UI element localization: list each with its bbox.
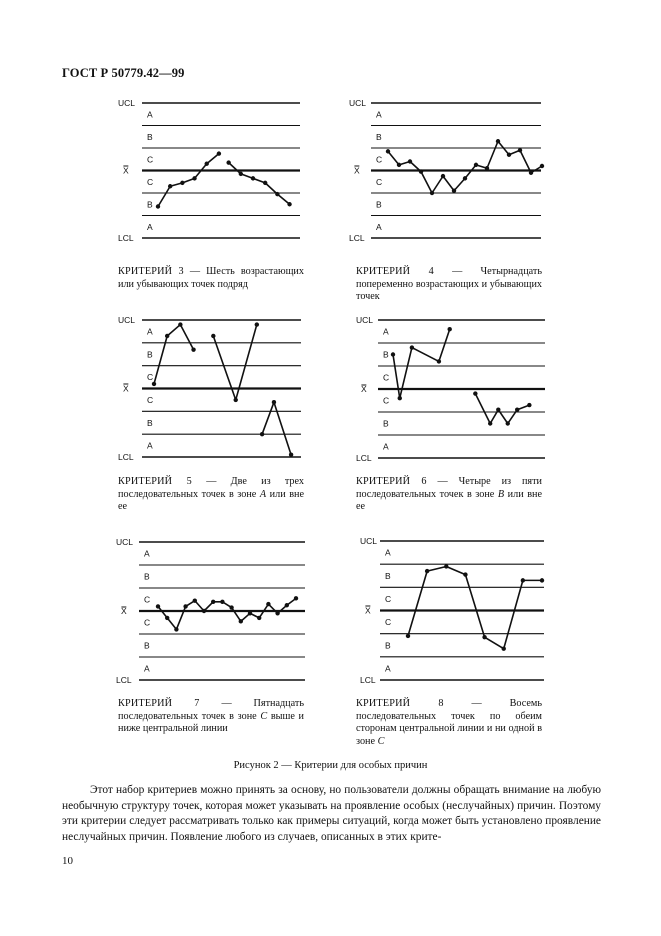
data-point: [248, 611, 252, 615]
lcl-label: LCL: [116, 675, 132, 685]
caption-criterion-text: — Четыре из пяти последовательных точек в зоне: [356, 476, 542, 500]
zone-label-b: B: [385, 640, 391, 651]
data-point: [496, 139, 500, 143]
data-point: [275, 192, 279, 196]
data-point: [287, 202, 291, 206]
zone-label-b: B: [144, 571, 150, 582]
data-point: [294, 596, 298, 600]
caption-criterion-6: [356, 476, 542, 514]
caption-zone-letter: C: [377, 735, 385, 747]
caption-criterion-4: [356, 266, 542, 304]
data-point: [205, 162, 209, 166]
data-point: [527, 403, 531, 407]
data-point: [260, 432, 264, 436]
data-point: [239, 619, 243, 623]
zone-label-a: A: [147, 440, 153, 451]
data-point: [463, 176, 467, 180]
ucl-label: UCL: [356, 315, 374, 325]
zone-label-c: C: [383, 395, 390, 406]
caption-criterion-text-end: выше и ниже центральной линии: [118, 710, 304, 734]
data-point: [452, 189, 456, 193]
data-point: [226, 160, 230, 164]
data-point: [255, 322, 259, 326]
zone-label-b: B: [147, 199, 153, 210]
zone-label-c: C: [385, 617, 392, 628]
data-point: [272, 400, 276, 404]
data-point: [410, 345, 414, 349]
caption-criterion-text-end: или вне ее: [356, 488, 542, 512]
zone-label-b: B: [383, 418, 389, 429]
data-point: [202, 609, 206, 613]
zone-label-c: C: [147, 372, 154, 383]
data-point: [156, 204, 160, 208]
data-point: [444, 564, 448, 568]
zone-label-b: B: [376, 199, 382, 210]
data-point: [406, 634, 410, 638]
control-chart-criterion-3: [114, 95, 304, 250]
data-point: [229, 605, 233, 609]
control-chart-criterion-6: [353, 312, 548, 467]
series-line: [262, 402, 291, 455]
data-point: [496, 408, 500, 412]
caption-criterion-3: [118, 266, 304, 291]
caption-criterion-label: КРИТЕРИЙ 5: [118, 476, 192, 487]
caption-criterion-text: — Шесть возрастающих или убывающих точек подряд: [118, 266, 304, 290]
zone-label-c: C: [144, 594, 151, 605]
lcl-label: LCL: [349, 233, 365, 243]
data-point: [408, 159, 412, 163]
data-point: [474, 163, 478, 167]
data-point: [275, 611, 279, 615]
data-point: [251, 176, 255, 180]
zone-label-a: A: [376, 221, 382, 232]
zone-label-b: B: [376, 131, 382, 142]
caption-zone-letter: C: [260, 710, 268, 722]
data-point: [217, 151, 221, 155]
zone-label-a: A: [147, 109, 153, 120]
lcl-label: LCL: [356, 453, 372, 463]
data-point: [430, 191, 434, 195]
zone-label-b: B: [144, 640, 150, 651]
zone-label-c: C: [147, 154, 154, 165]
caption-criterion-text: — Пятнадцать последовательных точек в зоне: [118, 698, 304, 722]
control-chart-criterion-8: [356, 534, 550, 689]
zone-label-a: A: [383, 326, 389, 337]
data-point: [165, 616, 169, 620]
zone-label-c: C: [376, 176, 383, 187]
caption-criterion-label: КРИТЕРИЙ 3: [118, 266, 184, 277]
data-point: [285, 603, 289, 607]
document-header: ГОСТ Р 50779.42—99: [62, 66, 185, 80]
center-label: X̿: [121, 606, 127, 616]
data-point: [257, 616, 261, 620]
ucl-label: UCL: [116, 537, 134, 547]
lcl-label: LCL: [118, 452, 134, 462]
zone-label-a: A: [385, 547, 391, 558]
body-paragraph: Этот набор критериев можно принять за основу, но пользователи должны обращать внимание на любую необычную структуру точек, которая может указывать на проявление особых (неслучайных) причин. Поэтому эти критерии следует рассматривать только как примеры ситуаций, когда может быть установлено проявление неслучайных причин. Появление любого из случаев, описанных в этих крите-: [62, 784, 601, 843]
data-point: [220, 600, 224, 604]
caption-criterion-label: КРИТЕРИЙ 4: [356, 266, 434, 277]
zone-label-b: B: [147, 131, 153, 142]
data-point: [386, 149, 390, 153]
figure-caption: Рисунок 2 — Критерии для особых причин: [233, 760, 428, 771]
data-point: [191, 347, 195, 351]
ucl-label: UCL: [118, 315, 136, 325]
data-point: [502, 647, 506, 651]
zone-label-a: A: [383, 441, 389, 452]
series-line: [154, 325, 194, 384]
caption-criterion-7: [118, 698, 304, 736]
data-point: [437, 359, 441, 363]
data-point: [507, 153, 511, 157]
data-point: [540, 578, 544, 582]
caption-zone-letter: B: [497, 488, 505, 500]
data-point: [540, 164, 544, 168]
zone-label-a: A: [376, 109, 382, 120]
data-point: [521, 578, 525, 582]
data-point: [473, 391, 477, 395]
center-label: X̿: [354, 165, 360, 176]
data-point: [180, 181, 184, 185]
data-point: [398, 396, 402, 400]
zone-label-a: A: [144, 548, 150, 559]
data-point: [266, 602, 270, 606]
caption-criterion-label: КРИТЕРИЙ 6: [356, 476, 427, 487]
caption-criterion-text: — Четырнадцать попеременно возрастающих и убывающих точек: [356, 266, 542, 302]
data-point: [211, 600, 215, 604]
zone-label-a: A: [147, 326, 153, 337]
data-point: [174, 627, 178, 631]
page-number: 10: [62, 855, 73, 867]
center-label: X̿: [123, 165, 129, 176]
zone-label-a: A: [147, 221, 153, 232]
data-point: [448, 327, 452, 331]
control-chart-criterion-4: [345, 95, 545, 250]
data-point: [193, 598, 197, 602]
zone-label-c: C: [385, 593, 392, 604]
zone-label-c: C: [383, 372, 390, 383]
data-point: [441, 174, 445, 178]
ucl-label: UCL: [118, 98, 136, 108]
zone-label-b: B: [383, 349, 389, 360]
caption-criterion-text: — Две из трех последовательных точек в зоне: [118, 476, 304, 500]
data-point: [156, 604, 160, 608]
data-point: [425, 569, 429, 573]
caption-criterion-text-end: или вне ее: [118, 488, 304, 512]
caption-criterion-label: КРИТЕРИЙ 8: [356, 698, 444, 709]
center-label: X̿: [365, 605, 371, 616]
zone-label-a: A: [385, 663, 391, 674]
zone-label-c: C: [144, 617, 151, 628]
series-line: [158, 598, 296, 629]
data-point: [397, 163, 401, 167]
data-point: [239, 172, 243, 176]
data-point: [192, 176, 196, 180]
zone-label-b: B: [385, 570, 391, 581]
data-point: [234, 398, 238, 402]
data-point: [168, 184, 172, 188]
series-line: [475, 394, 529, 424]
caption-criterion-5: [118, 476, 304, 514]
ucl-label: UCL: [349, 98, 367, 108]
zone-label-c: C: [147, 176, 154, 187]
zone-label-c: C: [376, 154, 383, 165]
series-line: [393, 329, 450, 398]
data-point: [178, 322, 182, 326]
data-point: [183, 604, 187, 608]
data-point: [506, 421, 510, 425]
data-point: [463, 572, 467, 576]
zone-label-a: A: [144, 663, 150, 674]
lcl-label: LCL: [360, 675, 376, 685]
data-point: [211, 334, 215, 338]
control-chart-criterion-5: [114, 312, 304, 467]
zone-label-c: C: [147, 394, 154, 405]
center-label: X̿: [361, 384, 367, 394]
zone-label-b: B: [147, 349, 153, 360]
data-point: [391, 352, 395, 356]
caption-criterion-8: [356, 698, 542, 748]
data-point: [165, 334, 169, 338]
data-point: [152, 382, 156, 386]
data-point: [419, 169, 423, 173]
data-point: [485, 166, 489, 170]
data-point: [482, 635, 486, 639]
ucl-label: UCL: [360, 536, 378, 546]
lcl-label: LCL: [118, 233, 134, 243]
data-point: [289, 453, 293, 457]
center-label: X̿: [123, 383, 129, 394]
data-point: [518, 148, 522, 152]
data-point: [515, 408, 519, 412]
data-point: [529, 171, 533, 175]
series-line: [229, 163, 290, 205]
caption-criterion-text: — Восемь последовательных точек по обеим сторонам центральной линии и ни одной в зоне: [356, 698, 542, 747]
control-chart-criterion-7: [112, 534, 307, 689]
caption-zone-letter: A: [259, 488, 267, 500]
data-point: [263, 181, 267, 185]
data-point: [488, 421, 492, 425]
caption-criterion-label: КРИТЕРИЙ 7: [118, 698, 200, 709]
zone-label-b: B: [147, 417, 153, 428]
series-line: [158, 154, 219, 207]
